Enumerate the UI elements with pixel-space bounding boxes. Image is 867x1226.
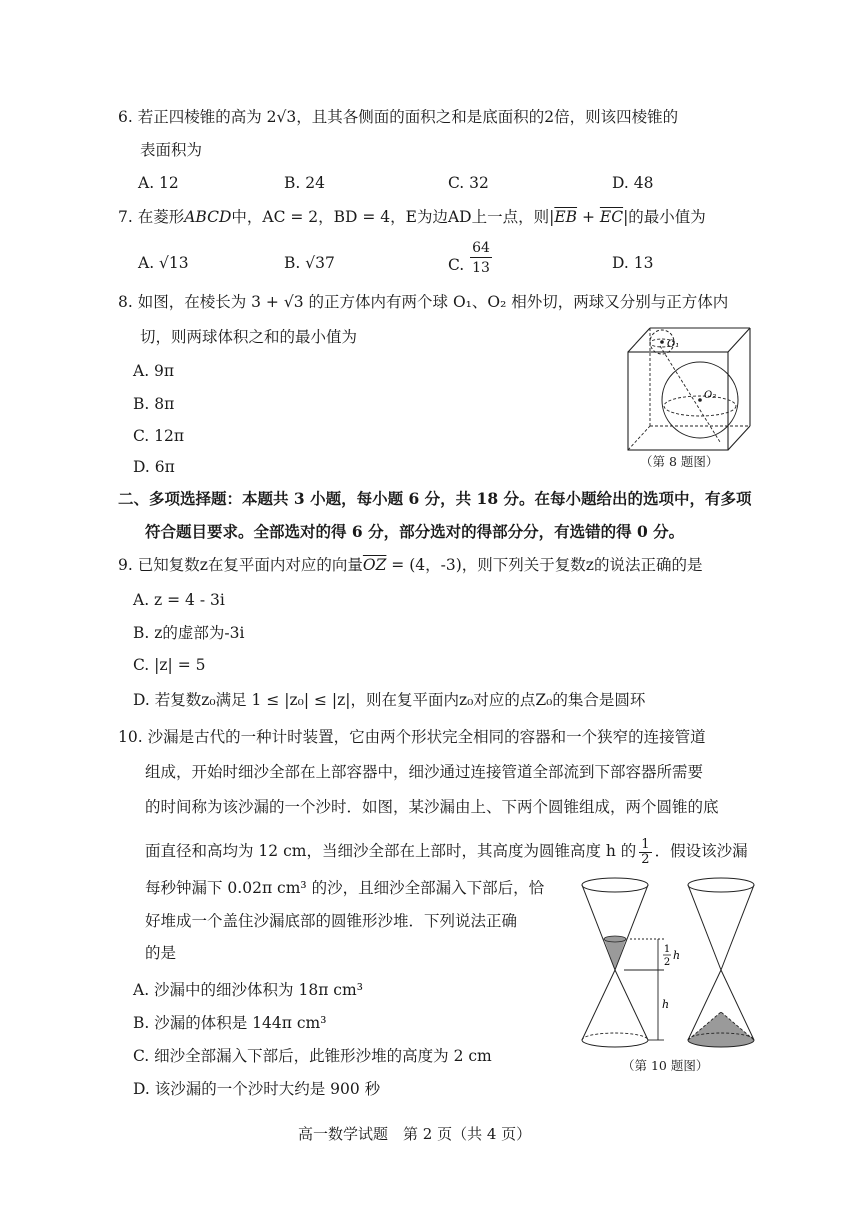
right-top-right-edge bbox=[721, 885, 754, 970]
q7-stem bbox=[118, 210, 706, 226]
q8-option-a: A. 9π bbox=[133, 362, 175, 380]
fig-h-label-bottom: h bbox=[662, 998, 670, 1011]
hourglass-left bbox=[582, 878, 648, 1047]
q10-half-fraction bbox=[639, 838, 651, 866]
q8-stem-line2: 切，则两球体积之和的最小值为 bbox=[140, 328, 358, 346]
q7-stem-rest: 中，AC = 2，BD = 4，E为边AD上一点，则| bbox=[231, 208, 555, 226]
q10-figure-caption: （第 10 题图） bbox=[622, 1058, 709, 1073]
q9-option-d: D. 若复数z₀满足 1 ≤ |z₀| ≤ |z|，则在复平面内z₀对应的点Z₀的集合是圆环 bbox=[133, 691, 646, 709]
q8-option-d: D. 6π bbox=[133, 458, 175, 476]
bottom-cone-base-front bbox=[582, 1040, 648, 1047]
section2-header-line1: 二、多项选择题：本题共 3 小题，每小题 6 分，共 18 分。在每小题给出的选项中，有多项 bbox=[118, 489, 752, 508]
q10-half-numerator: 1 bbox=[641, 837, 650, 852]
top-sand-surface bbox=[604, 936, 626, 942]
q10-stem-line3: 的时间称为该沙漏的一个沙时．如图，某沙漏由上、下两个圆锥组成，两个圆锥的底 bbox=[145, 798, 719, 816]
q7-vector-ec: $\overline{EC}$ bbox=[599, 208, 624, 226]
q9-option-c: C. |z| = 5 bbox=[133, 656, 206, 674]
q7-stem-post: |的最小值为 bbox=[623, 208, 706, 226]
sphere-o2-center bbox=[698, 398, 702, 402]
q7-option-a: A. √13 bbox=[138, 254, 189, 272]
q10-stem-line5: 每秒钟漏下 0.02π cm³ 的沙，且细沙全部漏入下部后，恰 bbox=[145, 879, 545, 897]
q10-option-a: A. 沙漏中的细沙体积为 18π cm³ bbox=[133, 981, 363, 999]
q6-option-c: C. 32 bbox=[448, 174, 489, 192]
q10-stem-line4-post: ．假设该沙漏 bbox=[654, 842, 748, 861]
top-cone-right-edge bbox=[615, 885, 648, 970]
page-footer: 高一数学试题 第 2 页（共 4 页） bbox=[298, 1125, 532, 1143]
q10-stem-line6: 好堆成一个盖住沙漏底部的圆锥形沙堆．下列说法正确 bbox=[145, 912, 518, 930]
q6-option-d: D. 48 bbox=[612, 174, 654, 192]
q7-option-c-denominator: 13 bbox=[472, 260, 490, 276]
q10-stem-line4-pre: 面直径和高均为 12 cm，当细沙全部在上部时，其高度为圆锥高度 h 的 bbox=[145, 842, 637, 861]
section2-header-line2: 符合题目要求。全部选对的得 6 分，部分选对的得部分分，有选错的得 0 分。 bbox=[145, 522, 685, 541]
q9-stem-post: = (4，-3)，则下列关于复数z的说法正确的是 bbox=[386, 556, 703, 574]
q8-fig-label-o1: O₁ bbox=[667, 339, 680, 350]
q10-stem-line4 bbox=[145, 838, 748, 866]
cube-left-top-edge bbox=[628, 328, 650, 352]
q8-option-b: B. 8π bbox=[133, 395, 175, 413]
q8-cube-figure bbox=[620, 322, 760, 452]
q6-stem-line2: 表面积为 bbox=[140, 141, 203, 159]
q7-stem-pre: 7. 在菱形 bbox=[118, 208, 185, 226]
q9-option-a: A. z = 4 - 3i bbox=[133, 591, 225, 609]
right-top-left-edge bbox=[688, 885, 721, 970]
q7-option-d: D. 13 bbox=[612, 254, 654, 272]
fig-h-label-top: h bbox=[673, 949, 681, 962]
q10-option-d: D. 该沙漏的一个沙时大约是 900 秒 bbox=[133, 1080, 381, 1098]
q7-option-c-label: C. bbox=[448, 256, 465, 274]
hourglass-right bbox=[688, 878, 754, 1047]
bottom-cone-base-back bbox=[582, 1033, 648, 1040]
top-cone-left-edge bbox=[582, 885, 615, 970]
q6-option-b: B. 24 bbox=[284, 174, 325, 192]
q7-rhombus-name: ABCD bbox=[184, 208, 232, 226]
right-top-cone-base bbox=[688, 878, 754, 892]
q10-hourglass-figure bbox=[574, 870, 774, 1055]
q10-stem-line7: 的是 bbox=[145, 944, 177, 962]
q8-stem-line1: 8. 如图，在棱长为 3 + √3 的正方体内有两个球 O₁、O₂ 相外切，两球又分别与正方体内 bbox=[118, 293, 729, 311]
q9-stem bbox=[118, 558, 702, 574]
cube-right-top-edge bbox=[728, 328, 750, 352]
fig-half-numerator: 1 bbox=[663, 944, 671, 955]
q10-half-denominator: 2 bbox=[641, 851, 650, 867]
q8-figure-caption: （第 8 题图） bbox=[640, 454, 719, 469]
q10-stem-line1: 10. 沙漏是古代的一种计时装置，它由两个形状完全相同的容器和一个狭窄的连接管道 bbox=[118, 728, 706, 746]
q10-option-b: B. 沙漏的体积是 144π cm³ bbox=[133, 1014, 327, 1032]
bottom-cone-left-edge bbox=[582, 970, 615, 1040]
q7-option-b: B. √37 bbox=[284, 254, 335, 272]
q9-vector-oz: $\overline{OZ}$ bbox=[362, 556, 387, 574]
q8-option-c: C. 12π bbox=[133, 427, 185, 445]
q10-stem-line2: 组成，开始时细沙全部在上部容器中，细沙通过连接管道全部流到下部容器所需要 bbox=[145, 763, 704, 781]
q7-option-c-numerator: 64 bbox=[470, 240, 492, 258]
q8-fig-label-o2: O₂ bbox=[704, 390, 717, 401]
q6-option-a: A. 12 bbox=[138, 174, 179, 192]
dimension-marks bbox=[624, 939, 664, 1040]
cube-right-bottom-edge bbox=[728, 426, 750, 450]
cube-hidden-corner-edge bbox=[628, 426, 650, 450]
q7-vector-eb: $\overline{EB}$ bbox=[554, 208, 578, 226]
top-cone-base bbox=[582, 878, 648, 892]
q9-option-b: B. z的虚部为-3i bbox=[133, 624, 245, 642]
q9-stem-pre: 9. 已知复数z在复平面内对应的向量 bbox=[118, 556, 363, 574]
bottom-sand-pile bbox=[688, 1012, 754, 1047]
bottom-cone-right-edge bbox=[615, 970, 648, 1040]
fig-half-denominator: 2 bbox=[663, 957, 671, 968]
sphere-o1-center bbox=[660, 340, 664, 344]
top-sand-fill bbox=[604, 939, 626, 970]
q10-option-c: C. 细沙全部漏入下部后，此锥形沙堆的高度为 2 cm bbox=[133, 1047, 492, 1065]
q6-stem-line1: 6. 若正四棱锥的高为 2√3，且其各侧面的面积之和是底面积的2倍，则该四棱锥的 bbox=[118, 108, 679, 126]
q7-plus: + bbox=[577, 208, 600, 226]
